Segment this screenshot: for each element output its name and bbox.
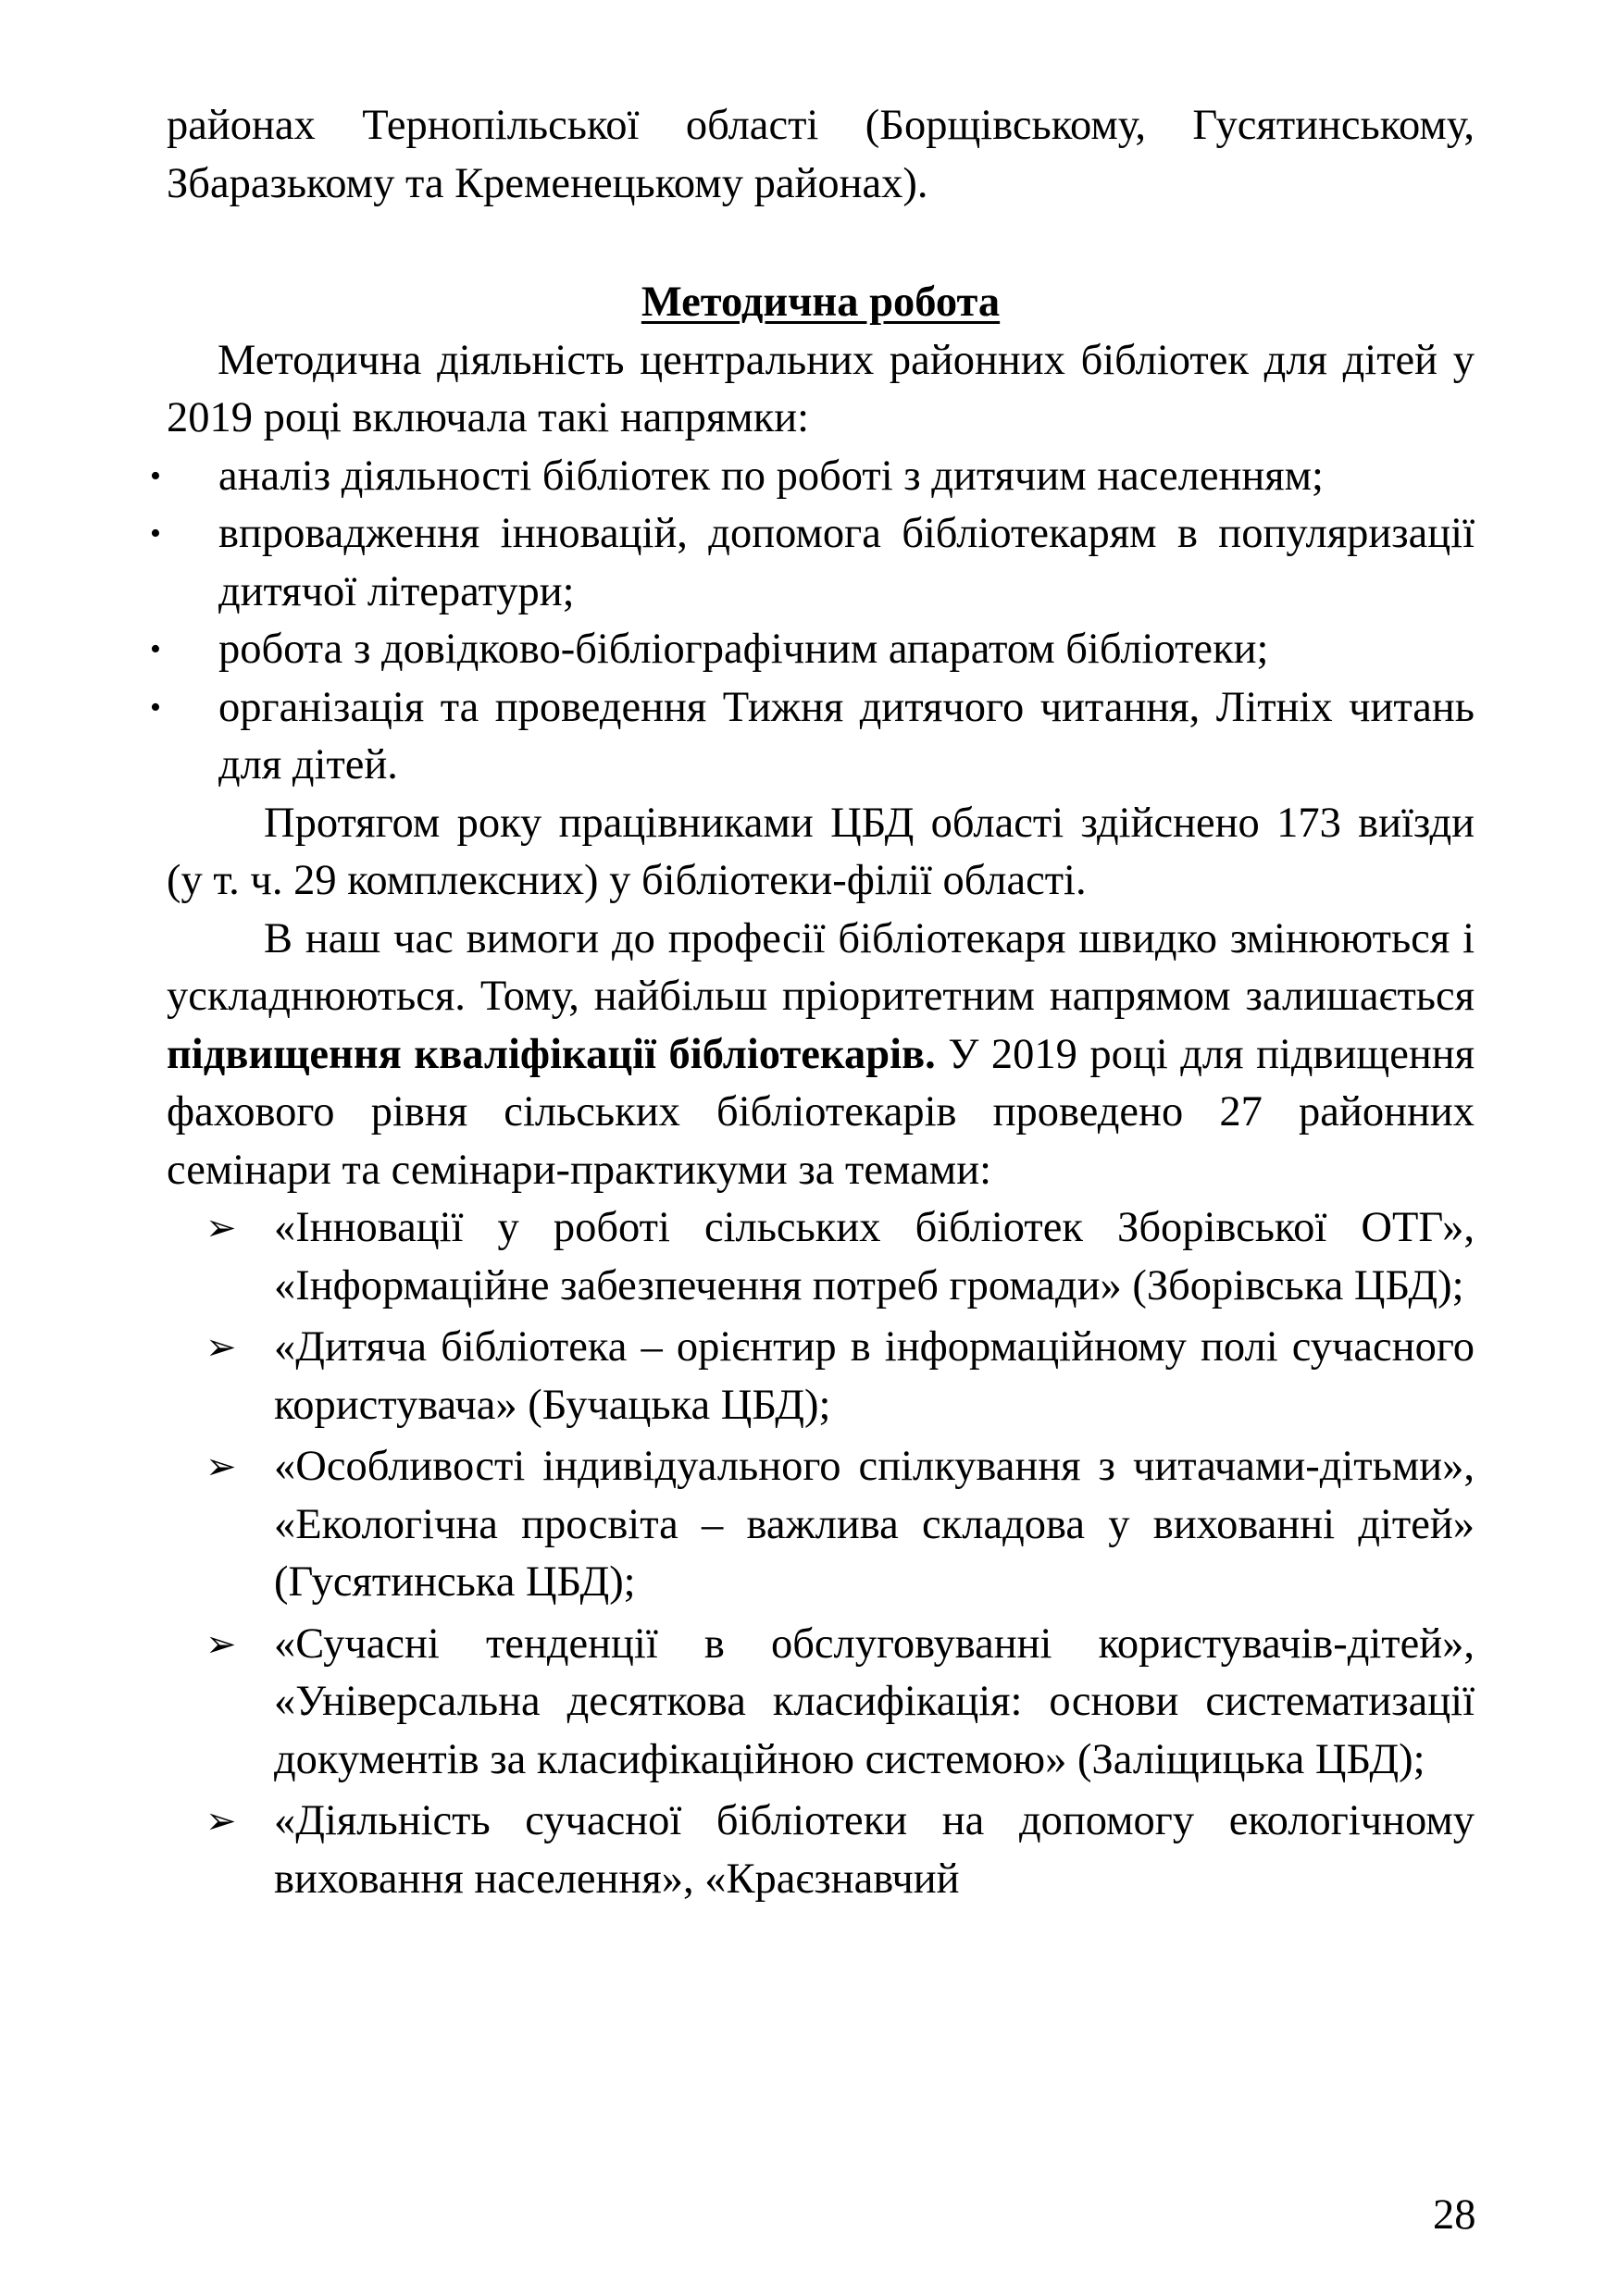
list-item-text: робота з довідково-бібліографічним апаратом бібліотеки; xyxy=(218,626,1269,673)
page-number: 28 xyxy=(1433,2191,1476,2239)
list-item xyxy=(167,1199,1475,1315)
seminar-topics-list xyxy=(167,1199,1475,1908)
list-item xyxy=(167,1438,1475,1612)
list-item-text: «Дитяча бібліотека – орієнтир в інформаційному полі сучасного користувача» (Бучацька ЦБД); xyxy=(274,1323,1475,1429)
trips-paragraph: Протягом року працівниками ЦБД області здійснено 173 виїзди (у т. ч. 29 комплексних) у бібліотеки-філії області. xyxy=(167,799,1475,904)
methodology-paragraph: Методична діяльність центральних районних бібліотек для дітей у 2019 році включала такі напрямки: xyxy=(167,336,1475,441)
list-item-text: організація та проведення Тижня дитячого читання, Літніх читань для дітей. xyxy=(218,683,1475,788)
list-item xyxy=(150,679,1475,795)
list-item xyxy=(167,1319,1475,1434)
qualification-text-after: У 2019 році для підвищення фахового рівня сільських бібліотекарів проведено 27 районних семінари та семінари-практикуми за темами: xyxy=(167,1030,1475,1194)
list-item xyxy=(150,505,1475,621)
list-item xyxy=(167,1793,1475,1908)
arrow-bullet-icon: ➢ xyxy=(205,1622,237,1665)
bullet-icon: • xyxy=(150,516,161,551)
list-item-text: «Особливості індивідуального спілкування з читачами-дітьми», «Екологічна просвіта – важлива складова у вихованні дітей» (Гусятинська ЦБД); xyxy=(274,1443,1475,1606)
list-item-text: впровадження інновацій, допомога бібліотекарям в популяризації дитячої літератури; xyxy=(218,510,1475,615)
bullet-icon: • xyxy=(150,632,161,666)
document-page xyxy=(150,97,1475,1912)
directions-list xyxy=(150,448,1475,795)
list-item-text: «Інновації у роботі сільських бібліотек Зборівської ОТГ», «Інформаційне забезпечення потреб громади» (Зборівська ЦБД); xyxy=(274,1204,1475,1309)
section-heading: Методична робота xyxy=(641,279,1001,326)
bullet-icon: • xyxy=(150,689,161,725)
arrow-bullet-icon: ➢ xyxy=(205,1800,237,1842)
list-item xyxy=(150,448,1475,506)
list-item-text: аналіз діяльності бібліотек по роботі з дитячим населенням; xyxy=(218,452,1324,500)
list-item xyxy=(167,1616,1475,1790)
bullet-icon: • xyxy=(150,458,161,493)
list-item xyxy=(150,621,1475,679)
qualification-bold-text: підвищення кваліфікації бібліотекарів. xyxy=(167,1030,936,1078)
arrow-bullet-icon: ➢ xyxy=(205,1446,237,1487)
list-item-text: «Сучасні тенденції в обслуговуванні користувачів-дітей», «Універсальна десяткова класифікація: основи систематизації документів за класифікаційною системою» (Заліщицька ЦБД); xyxy=(274,1620,1475,1783)
intro-paragraph: районах Тернопільської області (Борщівському, Гусятинському, Збаразькому та Кременецькому районах). xyxy=(167,102,1475,207)
arrow-bullet-icon: ➢ xyxy=(205,1326,237,1368)
list-item-text: «Діяльність сучасної бібліотеки на допомогу екологічному виховання населення», «Краєзнавчий xyxy=(274,1797,1475,1903)
qualification-text-before: В наш час вимоги до професії бібліотекаря швидко змінюються і ускладнюються. Тому, найбільш пріоритетним напрямом залишається xyxy=(167,914,1475,1020)
qualification-paragraph xyxy=(167,911,1475,1200)
arrow-bullet-icon: ➢ xyxy=(205,1207,237,1248)
